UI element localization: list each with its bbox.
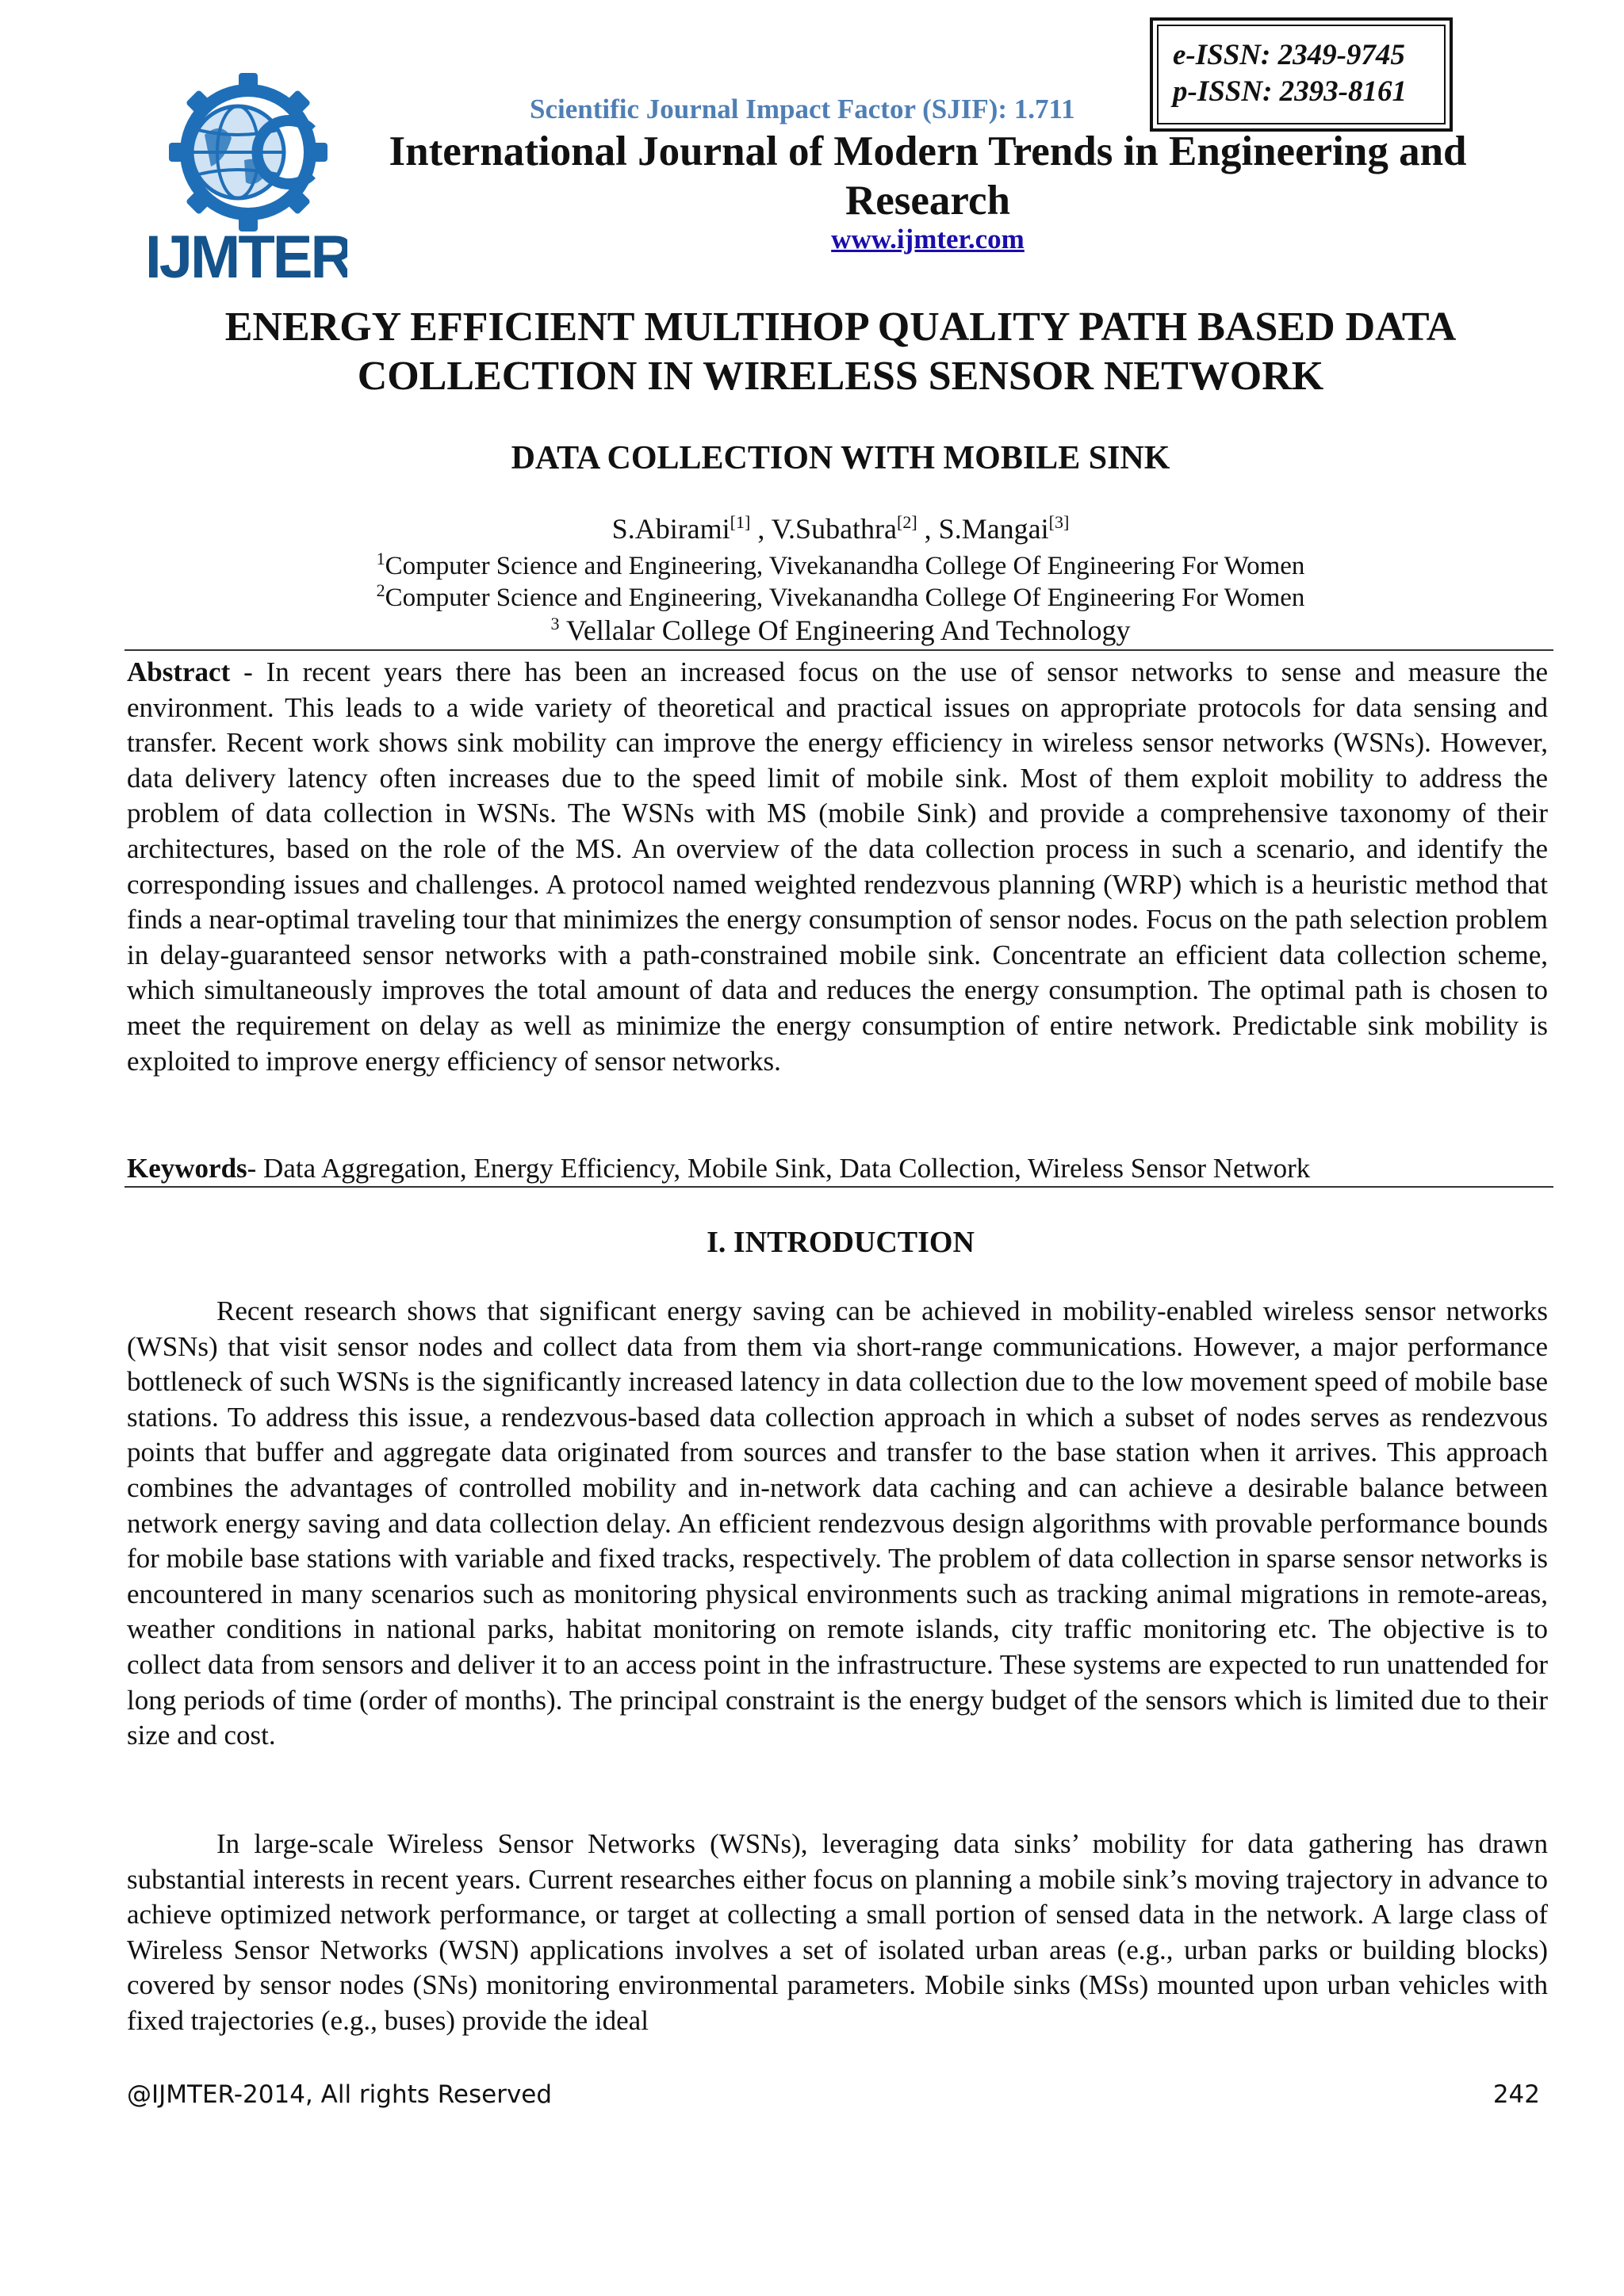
eissn: e-ISSN: 2349-9745 xyxy=(1173,39,1405,71)
affiliation-text: Computer Science and Engineering, Vivekanandha College Of Engineering For Women xyxy=(385,552,1305,580)
paper-title: ENERGY EFFICIENT MULTIHOP QUALITY PATH BASED DATA COLLECTION IN WIRELESS SENSOR NETWORK xyxy=(224,304,1457,399)
abstract-text: - In recent years there has been an increased focus on the use of sensor networks to sense and measure the environment. This leads to a wide variety of theoretical and practical issues on appropriate protocols for data sensing and transfer. Recent work shows sink mobility can improve the energy efficiency in wireless sensor networks (WSNs). However, data delivery latency often increases due to the speed limit of mobile sink. Most of them exploit mobility to address the problem of data collection in WSNs. The WSNs with MS (mobile Sink) and provide a comprehensive taxonomy of their architectures, based on the role of the MS. An overview of the data collection process in such a scenario, and identify the corresponding issues and challenges. A protocol named weighted rendezvous planning (WRP) which is a heuristic method that finds a near-optimal traveling tour that minimizes the energy consumption of sensor nodes. Focus on the path selection problem in delay-guaranteed sensor networks with a path-constrained mobile sink. Concentrate an efficient data collection scheme, which simultaneously improves the total amount of data and reduces the energy consumption. The optimal path is chosen to meet the requirement on delay as well as minimize the energy consumption of entire network. Predictable sink mobility is exploited to improve energy efficiency of sensor networks. xyxy=(127,656,1548,1077)
keywords-label: Keywords xyxy=(127,1153,247,1184)
affiliation xyxy=(127,580,1554,613)
author-ref: [1] xyxy=(730,512,751,532)
abstract xyxy=(127,655,1548,1079)
author-list: S.Abirami[1] , V.Subathra[2] , S.Mangai[3] xyxy=(611,512,1070,545)
pissn: p-ISSN: 2393-8161 xyxy=(1173,75,1407,108)
intro-paragraph: Recent research shows that significant energy saving can be achieved in mobility-enabled wireless sensor networks (WSNs) that visit sensor nodes and collect data from them via short-range communications. However, a major performance bottleneck of such WSNs is the significantly increased latency in data collection due to the low movement speed of mobile base stations. To address this issue, a rendezvous-based data collection approach in which a subset of nodes serves as rendezvous points that buffer and aggregate data originated from sources and transfer to the base station when it arrives. This approach combines the advantages of controlled mobility and in-network data caching and can achieve a desirable balance between network energy saving and data collection delay. An efficient rendezvous design algorithms with provable performance bounds for mobile base stations with variable and fixed tracks, respectively. The problem of data collection in sparse sensor networks is encountered in many scenarios such as monitoring physical environments such as tracking animal migrations in remote-areas, weather conditions in national parks, habitat monitoring on remote islands, city traffic monitoring etc. The objective is to collect data from sensors and deliver it to an access point in the infrastructure. These systems are expected to run unattended for long periods of time (order of months). The principal constraint is the energy budget of the sensors which is limited due to their size and cost. xyxy=(127,1295,1548,1751)
keywords-text: - Data Aggregation, Energy Efficiency, Mobile Sink, Data Collection, Wireless Sensor Network xyxy=(247,1153,1311,1184)
keywords xyxy=(127,1151,1548,1187)
page-number: 242 xyxy=(1492,2080,1540,2109)
paper-subtitle: DATA COLLECTION WITH MOBILE SINK xyxy=(511,440,1170,476)
affiliation-number: 2 xyxy=(376,580,385,600)
globe-gear-icon xyxy=(149,73,347,285)
author-ref: [2] xyxy=(897,512,917,532)
logo-text: IJMTER xyxy=(149,224,347,285)
affiliation-text: Computer Science and Engineering, Vivekanandha College Of Engineering For Women xyxy=(385,584,1305,612)
journal-title: International Journal of Modern Trends in Engineering and Research xyxy=(389,128,1467,224)
affiliation-number: 3 xyxy=(550,614,560,633)
author-name: S.Abirami xyxy=(611,513,730,545)
section-heading: I. INTRODUCTION xyxy=(707,1226,975,1259)
affiliation-text: Vellalar College Of Engineering And Technology xyxy=(559,614,1131,646)
intro-paragraph: In large-scale Wireless Sensor Networks (WSNs), leveraging data sinks’ mobility for data gathering has drawn substantial interests in recent years. Current researches either focus on planning a mobile sink’s moving trajectory in advance to achieve optimized network performance, or target at collecting a small portion of sensed data in the network. A large class of Wireless Sensor Networks (WSN) applications involves a set of isolated urban areas (e.g., urban parks or building blocks) covered by sensor nodes (SNs) monitoring environmental parameters. Mobile sinks (MSs) mounted upon urban vehicles with fixed trajectories (e.g., buses) provide the ideal xyxy=(127,1828,1548,2036)
footer-copyright: @IJMTER-2014, All rights Reserved xyxy=(127,2080,553,2109)
header-divider xyxy=(124,649,1553,651)
abstract-label: Abstract xyxy=(127,656,231,687)
author-name: S.Mangai xyxy=(938,513,1049,545)
affiliation xyxy=(127,549,1554,581)
affiliation xyxy=(127,614,1554,647)
author-name: V.Subathra xyxy=(771,513,898,545)
author-ref: [3] xyxy=(1048,512,1070,532)
issn-box xyxy=(1150,17,1453,132)
journal-logo xyxy=(149,73,347,285)
journal-url-link[interactable]: www.ijmter.com xyxy=(831,224,1025,254)
keywords-divider xyxy=(124,1186,1553,1188)
affiliation-number: 1 xyxy=(376,549,385,568)
impact-factor: Scientific Journal Impact Factor (SJIF): 1.711 xyxy=(530,94,1075,124)
